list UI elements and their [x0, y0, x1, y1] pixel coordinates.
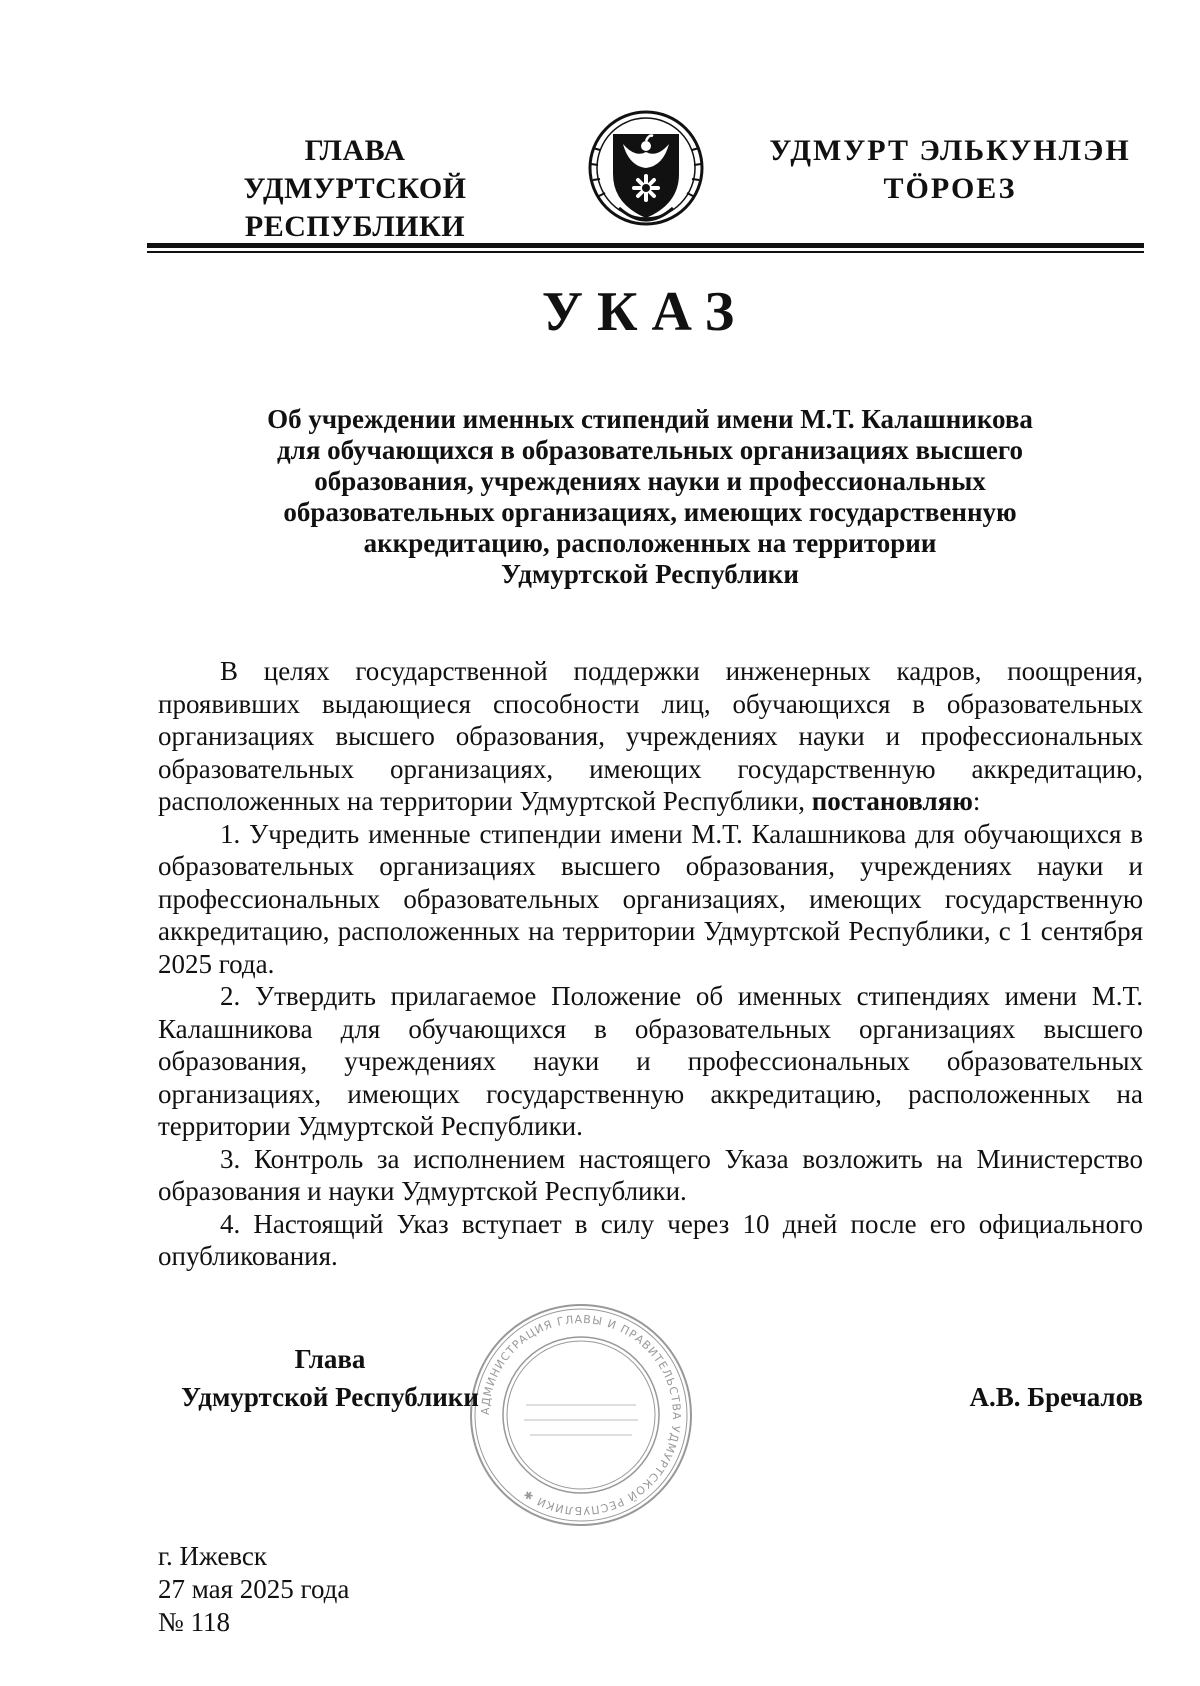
- signatory-title-line1: Глава: [294, 1344, 366, 1374]
- preamble-text: В целях государственной поддержки инженерных кадров, поощрения, проявивших выдающиеся способности лиц, обучающихся в образовательных организациях высшего образования, учреждениях науки и профессиональных образовательных организациях, имеющих государственную аккредитацию, расположенных на территории Удмуртской Республики,: [158, 656, 1143, 816]
- signatory-title: [150, 1340, 510, 1416]
- decree-body: [158, 655, 1143, 1273]
- header-right-line1: УДМУРТ ЭЛЬКУНЛЭН: [769, 134, 1131, 167]
- title-line: Удмуртской Республики: [501, 559, 799, 589]
- signatory-name: А.В. Бречалов: [969, 1382, 1143, 1412]
- header-right-line2: ТÖРОЕЗ: [883, 172, 1017, 205]
- header-divider-thick: [147, 243, 1144, 248]
- title-line: образования, учреждениях науки и профессиональных: [314, 466, 986, 496]
- decree-word: постановляю: [811, 786, 973, 816]
- title-line: для обучающихся в образовательных организациях высшего: [277, 435, 1023, 465]
- svg-text:АДМИНИСТРАЦИЯ ГЛАВЫ И ПРАВИТЕЛ: АДМИНИСТРАЦИЯ ГЛАВЫ И ПРАВИТЕЛЬСТВА УДМУРТСКОЙ РЕСПУБЛИКИ ✱: [478, 1312, 684, 1518]
- udmurt-coat-of-arms-icon: [583, 108, 709, 228]
- footer-number: № 118: [158, 1607, 231, 1637]
- header-left-line1: ГЛАВА: [304, 134, 406, 167]
- decree-item-3: 3. Контроль за исполнением настоящего Указа возложить на Министерство образования и науки Удмуртской Республики.: [158, 1143, 1143, 1206]
- preamble-colon: :: [972, 786, 981, 816]
- signatory-title-line2: Удмуртской Республики: [181, 1382, 479, 1412]
- decree-title: [180, 404, 1120, 590]
- decree-item-4: 4. Настоящий Указ вступает в силу через 10 дней после его официального опубликования.: [158, 1208, 1143, 1271]
- header-divider-thin: [147, 251, 1144, 253]
- preamble-paragraph: [158, 655, 1143, 818]
- header-left: [145, 132, 565, 246]
- header-right: [755, 132, 1145, 208]
- header-left-line2: УДМУРТСКОЙ РЕСПУБЛИКИ: [243, 172, 467, 243]
- decree-footer: [158, 1540, 349, 1639]
- title-line: образовательных организациях, имеющих государственную: [283, 497, 1017, 527]
- decree-item-1: 1. Учредить именные стипендии имени М.Т. Калашникова для обучающихся в образовательных организациях высшего образования, учреждениях науки и профессиональных образовательных организациях, имеющих государственную аккредитацию, расположенных на территории Удмуртской Республики, с 1 сентября 2025 года.: [158, 818, 1143, 979]
- footer-city: г. Ижевск: [158, 1541, 268, 1571]
- decree-item-2: 2. Утвердить прилагаемое Положение об именных стипендиях имени М.Т. Калашникова для обучающихся в образовательных организациях высшего образования, учреждениях науки и профессиональных образовательных организациях, имеющих государственную аккредитацию, расположенных на территории Удмуртской Республики.: [158, 981, 1143, 1141]
- footer-date: 27 мая 2025 года: [158, 1574, 350, 1604]
- document-type-heading: УКАЗ: [541, 281, 749, 343]
- title-line: Об учреждении именных стипендий имени М.Т. Калашникова: [267, 404, 1033, 434]
- title-line: аккредитацию, расположенных на территории: [363, 528, 937, 558]
